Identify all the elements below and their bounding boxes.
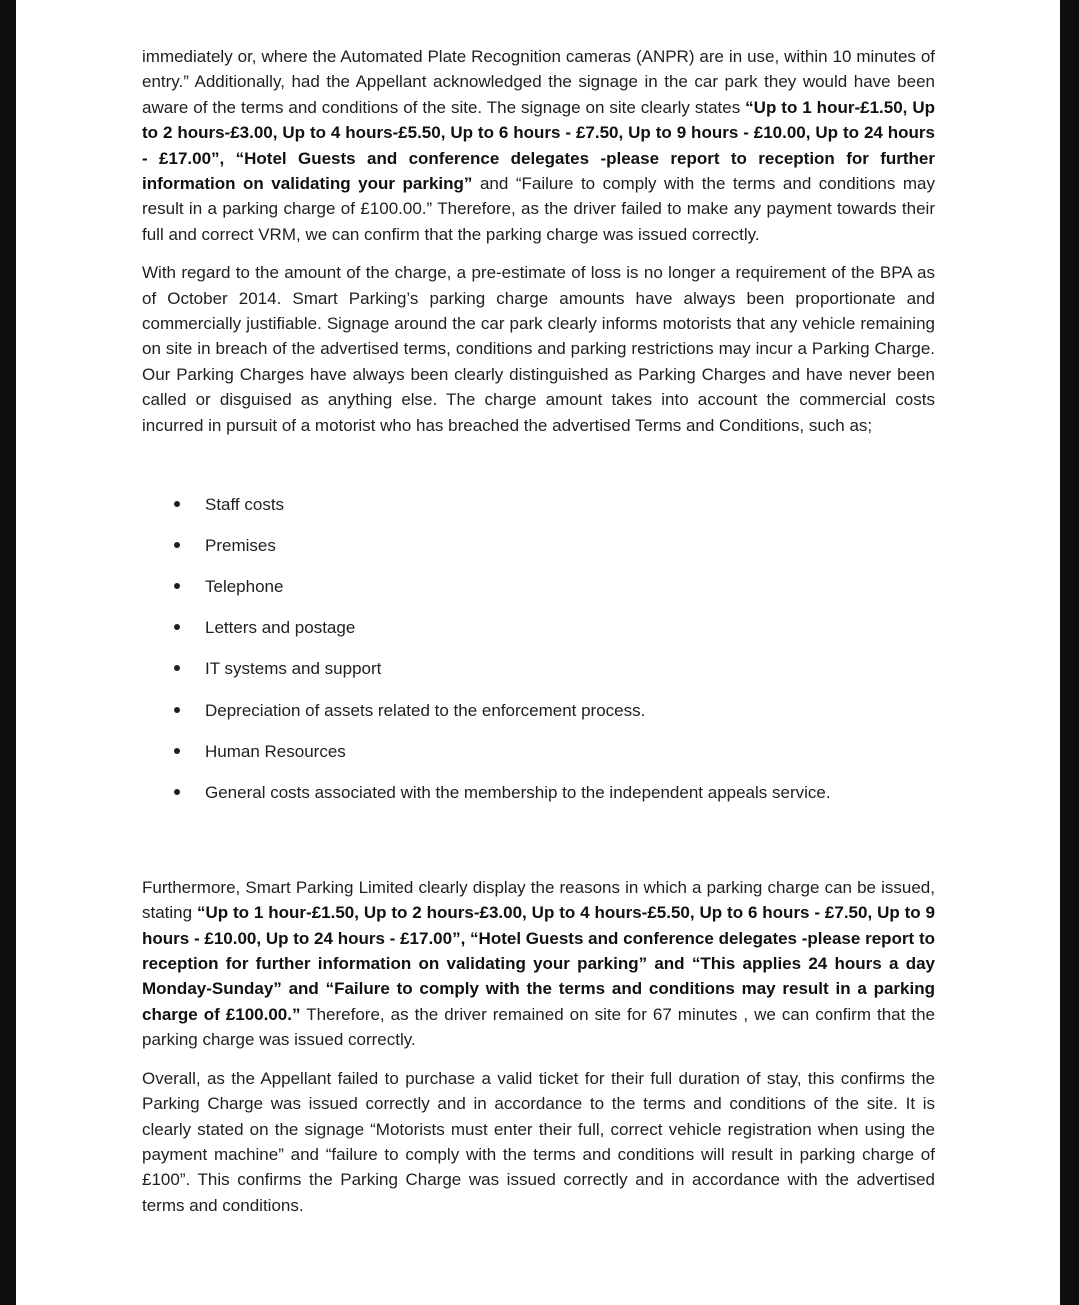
paragraph-text: Therefore, as the driver remained on site for 67 minutes , we can confirm that the parking charge was issued correctly. <box>142 1004 935 1050</box>
list-item-label: Letters and postage <box>205 618 356 638</box>
paragraph-text: Furthermore, Smart Parking Limited clearly display the reasons in which a parking charge can be issued, stating <box>142 877 935 923</box>
list-item-label: Depreciation of assets related to the enforcement process. <box>205 700 646 720</box>
list-item-label: Staff costs <box>205 495 285 515</box>
list-item-label: Telephone <box>205 577 284 597</box>
list-item <box>142 780 935 821</box>
list-item <box>142 698 935 739</box>
paragraph-conclusion: Overall, as the Appellant failed to purchase a valid ticket for their full duration of stay, this confirms the Parking Charge was issued correctly and in accordance to the terms and conditions of the site. It is clearly stated on the signage “Motorists must enter their full, correct vehicle registration when using the payment machine” and “failure to comply with the terms and conditions will result in parking charge of £100”. This confirms the Parking Charge was issued correctly and in accordance with the advertised terms and conditions. <box>142 1068 935 1215</box>
bullet-icon <box>174 665 180 671</box>
paragraph-signage-terms <box>142 44 935 247</box>
list-item-label: Premises <box>205 536 276 556</box>
list-item <box>142 739 935 780</box>
paragraph-charge-amount: With regard to the amount of the charge, a pre-estimate of loss is no longer a requirement of the BPA as of October 2014. Smart Parking’s parking charge amounts have always been proportionate and commercially justifiable. Signage around the car park clearly informs motorists that any vehicle remaining on site in breach of the advertised terms, conditions and parking restrictions may incur a Parking Charge. Our Parking Charges have always been clearly distinguished as Parking Charges and have never been called or disguised as anything else. The charge amount takes into account the commercial costs incurred in pursuit of a motorist who has breached the advertised Terms and Conditions, such as; <box>142 263 935 435</box>
paragraph-text: and “Failure to comply with the terms and conditions may result in a parking charge of £100.00.” Therefore, as the driver failed to make any payment towards their full and correct VRM, we can confirm that the parking charge was issued correctly. <box>142 174 935 244</box>
document-page <box>16 0 1060 1305</box>
list-item-label: General costs associated with the membership to the independent appeals service. <box>205 782 831 802</box>
paragraph-text: immediately or, where the Automated Plate Recognition cameras (ANPR) are in use, within 10 minutes of entry.” Additionally, had the Appellant acknowledged the signage in the car park they would have been aware of the terms and conditions of the site. The signage on site clearly states <box>142 47 935 117</box>
bold-signage-quote: “Up to 1 hour-£1.50, Up to 2 hours-£3.00, Up to 4 hours-£5.50, Up to 6 hours - £7.50, Up to 9 hours - £10.00, Up to 24 hours - £17.00”, “Hotel Guests and conference delegates -please report to reception for further information on validating your parking” <box>142 97 935 194</box>
list-item <box>142 492 935 533</box>
bullet-icon <box>174 707 180 713</box>
bullet-icon <box>174 583 180 589</box>
bullet-icon <box>174 542 180 548</box>
list-item <box>142 656 935 697</box>
list-item <box>142 615 935 656</box>
bullet-icon <box>174 624 180 630</box>
bold-signage-quote: “Up to 1 hour-£1.50, Up to 2 hours-£3.00, Up to 4 hours-£5.50, Up to 6 hours - £7.50, Up to 9 hours - £10.00, Up to 24 hours - £17.00”, “Hotel Guests and conference delegates -please report to reception for further information on validating your parking” and “This applies 24 hours a day Monday-Sunday” and “Failure to comply with the terms and conditions may result in a parking charge of £100.00.” <box>142 903 935 1024</box>
paragraph-reasons-displayed <box>142 875 935 1053</box>
list-item <box>142 574 935 615</box>
list-item-label: IT systems and support <box>205 659 382 679</box>
document-body <box>142 44 935 1218</box>
list-item-label: Human Resources <box>205 741 346 761</box>
list-item <box>142 533 935 574</box>
bullet-icon <box>174 748 180 754</box>
bullet-icon <box>174 789 180 795</box>
cost-items-list <box>142 492 935 821</box>
bullet-icon <box>174 501 180 507</box>
